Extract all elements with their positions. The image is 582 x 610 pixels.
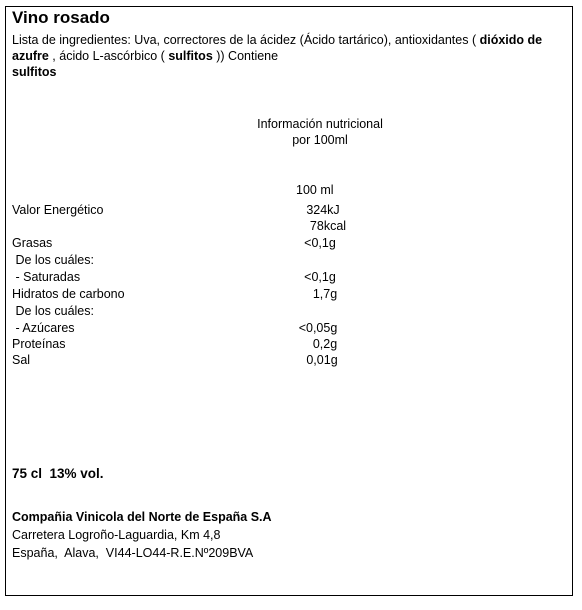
company-name: Compañia Vinicola del Norte de España S.A xyxy=(12,510,272,524)
nutrition-row-value: 1,7g xyxy=(312,287,338,301)
nutrition-heading xyxy=(240,116,400,148)
ingredients-mid: , ácido L-ascórbico ( xyxy=(48,49,169,63)
nutrition-row-name: Grasas xyxy=(12,236,53,250)
nutrition-row-name: - Azúcares xyxy=(12,321,75,335)
nutrition-row-value: <0,1g xyxy=(304,270,336,284)
nutrition-row-value: 0,2g xyxy=(312,337,338,351)
ingredients-text xyxy=(12,32,557,80)
ingredient-allergen-1: dióxido de azufre xyxy=(12,33,543,63)
nutrition-column-header: 100 ml xyxy=(296,183,334,197)
ingredients-after: )) Contiene xyxy=(212,49,279,63)
company-address-line1: Carretera Logroño-Laguardia, Km 4,8 xyxy=(12,528,221,542)
nutrition-row-name: Hidratos de carbono xyxy=(12,287,125,301)
nutrition-row-value: <0,1g xyxy=(304,236,336,250)
nutrition-row-name: De los cuáles: xyxy=(12,253,94,267)
nutrition-heading-line2: por 100ml xyxy=(292,133,348,147)
nutrition-row-name: - Saturadas xyxy=(12,270,81,284)
nutrition-row-value: <0,05g xyxy=(298,321,338,335)
nutrition-row-name: Valor Energético xyxy=(12,203,104,217)
company-address-line2: España, Alava, VI44-LO44-R.E.Nº209BVA xyxy=(12,546,254,560)
nutrition-row-value: 78kcal xyxy=(309,219,347,233)
ingredients-prefix: Lista de ingredientes: Uva, correctores de la ácidez (Ácido tartárico), antioxidantes ( xyxy=(12,33,480,47)
ingredient-allergen-2: sulfitos xyxy=(168,49,213,63)
nutrition-row-value: 324kJ xyxy=(306,203,340,217)
volume-alcohol: 75 cl 13% vol. xyxy=(12,466,104,481)
product-title: Vino rosado xyxy=(12,8,110,27)
nutrition-heading-line1: Información nutricional xyxy=(257,117,383,131)
nutrition-row-name: Proteínas xyxy=(12,337,66,351)
nutrition-row-value: 0,01g xyxy=(306,353,338,367)
nutrition-row-name: Sal xyxy=(12,353,31,367)
nutrition-row-name: De los cuáles: xyxy=(12,304,94,318)
ingredient-allergen-3: sulfitos xyxy=(12,65,57,79)
